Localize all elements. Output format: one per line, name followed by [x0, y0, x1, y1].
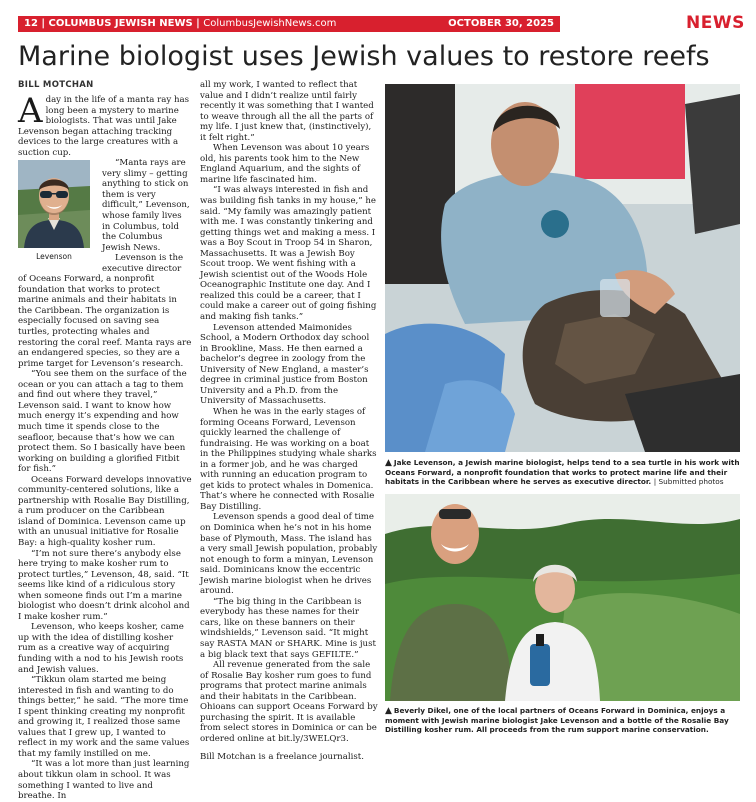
- issue-date: OCTOBER 30, 2025: [448, 18, 554, 29]
- photo-caption-2: ▲ Beverly Dikel, one of the local partners of Oceans Forward in Dominica, enjoys a moment with Jewish marine biologist Jake Levenson and a bottle of the Rosalie Bay Distilling kosher rum. All proceeds from the rum support marine conservation.: [385, 706, 729, 735]
- drop-cap: A: [18, 91, 43, 131]
- page-label: 12 | COLUMBUS JEWISH NEWS | ColumbusJewishNews.com: [24, 18, 337, 29]
- rum-photo: [385, 494, 740, 701]
- section-label: NEWS: [686, 13, 745, 33]
- turtle-photo: [385, 84, 740, 452]
- turtle-photo-illustration: [385, 84, 740, 452]
- paragraph: “It was a lot more than just learning about tikkun olam in school. It was something I wanted to live and breathe. In: [18, 759, 190, 802]
- paragraph: “I’m not sure there’s anybody else here trying to make kosher rum to protect turtles,” Levenson, 48, said. “It seems like kind of a ridiculous story when someone finds out I’m a marine biologist who doesn’t drink alcohol and I make kosher rum.”: [18, 548, 190, 622]
- paragraph: “Tikkun olam started me being interested in fish and wanting to do things better,” he said. “The more time I spent thinking creating my nonprofit and growing it, I realized those same values that I grew up, I wanted to reflect in my work and the same values that my family instilled on me.: [18, 675, 190, 759]
- paragraph: Levenson is the executive director of Oceans Forward, a nonprofit foundation that works to protect marine animals and their habitats in the Caribbean. The organization is especially focused on saving sea turtles, protecting whales and restoring the coral reef. Manta rays are an endangered species, so they are a prime target for Levenson’s research.: [18, 253, 192, 369]
- paragraph: “You see them on the surface of the ocean or you can attach a tag to them and find out where they travel,” Levenson said. I want to know how much energy it’s expending and how much time it spends close to the seafloor, because that’s how we can protect them. So I basically have been working on building a glorified Fitbit for fish.”: [18, 369, 187, 475]
- headshot-caption: Levenson: [36, 252, 72, 262]
- article-column-2: [200, 80, 378, 763]
- author-note: Bill Motchan is a freelance journalist.: [200, 752, 364, 763]
- photo-credit: | Submitted photos: [653, 477, 724, 487]
- rum-photo-illustration: [385, 494, 740, 701]
- header-bar: [18, 16, 560, 32]
- paragraph: When he was in the early stages of forming Oceans Forward, Levenson quickly learned the challenge of fundraising. He was working on a boat in the Philippines studying whale sharks in a former job, and he was charged with running an education program to get kids to protect whales in Domenica. That’s where he connected with Rosalie Bay Distilling.: [200, 406, 377, 512]
- paragraph: day in the life of a manta ray has long been a mystery to marine biologists. That was until Jake Levenson began attaching tracking devices to the large creatures with a suction cup.: [18, 95, 190, 158]
- paragraph: “The big thing in the Caribbean is everybody has these names for their cars, like on these banners on their windshields,” Levenson said. “It might say RASTA MAN or SHARK. Mine is just a big black text that says GEFILTE.”: [200, 596, 376, 660]
- paragraph: Oceans Forward develops innovative community-centered solutions, like a partnership with Rosalie Bay Distilling, a rum producer on the Caribbean island of Dominica. Levenson came up with an unusual initiative for Rosalie Bay: a high-quality kosher rum.: [18, 474, 192, 548]
- paragraph: all my work, I wanted to reflect that value and I didn’t realize until fairly recently it was something that I wanted to weave through all the all the parts of my life. I just knew that, (instinctively), it felt right.”: [200, 80, 374, 143]
- article-column-1: [18, 91, 192, 802]
- headshot-photo: [18, 160, 90, 248]
- byline: BILL MOTCHAN: [18, 80, 94, 90]
- paragraph: Levenson attended Maimonides School, a Modern Orthodox day school in Brookline, Mass. He then earned a bachelor’s degree in zoology from the University of New England, a master’s degree in criminal justice from Boston University and a Ph.D. from the University of Massachusetts.: [200, 322, 370, 407]
- caption-triangle-icon: ▲: [385, 706, 392, 716]
- paragraph: All revenue generated from the sale of Rosalie Bay kosher rum goes to fund programs that protect marine animals and their habitats in the Caribbean. Ohioans can support Oceans Forward by purchasing the spirit. It is available from select stores in Dominica or can be ordered online at bit.ly/3WELQr3.: [200, 660, 378, 744]
- paragraph: “I was always interested in fish and was building fish tanks in my house,” he said. “My family was amazingly patient with me. I was constantly tinkering and getting things wet and making a mess. I was a Boy Scout in Troop 54 in Sharon, Massachusetts. It was a Jewish Boy Scout troop. We went fishing with a Jewish scientist out of the Woods Hole Oceanographic Institute one day. And I realized this could be a career, that I could make a career out of going fishing and making fish tanks.”: [200, 185, 377, 323]
- headshot-figure: [18, 160, 96, 263]
- site-url[interactable]: ColumbusJewishNews.com: [203, 18, 337, 29]
- paragraph: Levenson spends a good deal of time on Dominica when he’s not in his home base of Plymouth, Mass. The island has a very small Jewish population, probably not enough to form a minyan, Levenson said. Dominicans know the eccentric Jewish marine biologist when he drives around.: [200, 512, 378, 597]
- paragraph: When Levenson was about 10 years old, his parents took him to the New England Aquarium, and the sights of marine life fascinated him.: [200, 143, 370, 185]
- paragraph: “Manta rays are very slimy – getting anything to stick on them is very difficult,” Levenson, whose family lives in Columbus, told the Columbus Jewish News.: [102, 158, 190, 253]
- caption-triangle-icon: ▲: [385, 458, 392, 468]
- photo-caption-1: ▲ Jake Levenson, a Jewish marine biologist, helps tend to a sea turtle in his work with Oceans Forward, a nonprofit foundation that works to protect marine life and their habitats in the Caribbean where he serves as executive director. | Submitted photos: [385, 458, 740, 487]
- headline: Marine biologist uses Jewish values to restore reefs: [18, 41, 710, 72]
- paragraph: Levenson, who keeps kosher, came up with the idea of distilling kosher rum as a creative way of acquiring funding with a nod to his Jewish roots and Jewish values.: [18, 622, 184, 675]
